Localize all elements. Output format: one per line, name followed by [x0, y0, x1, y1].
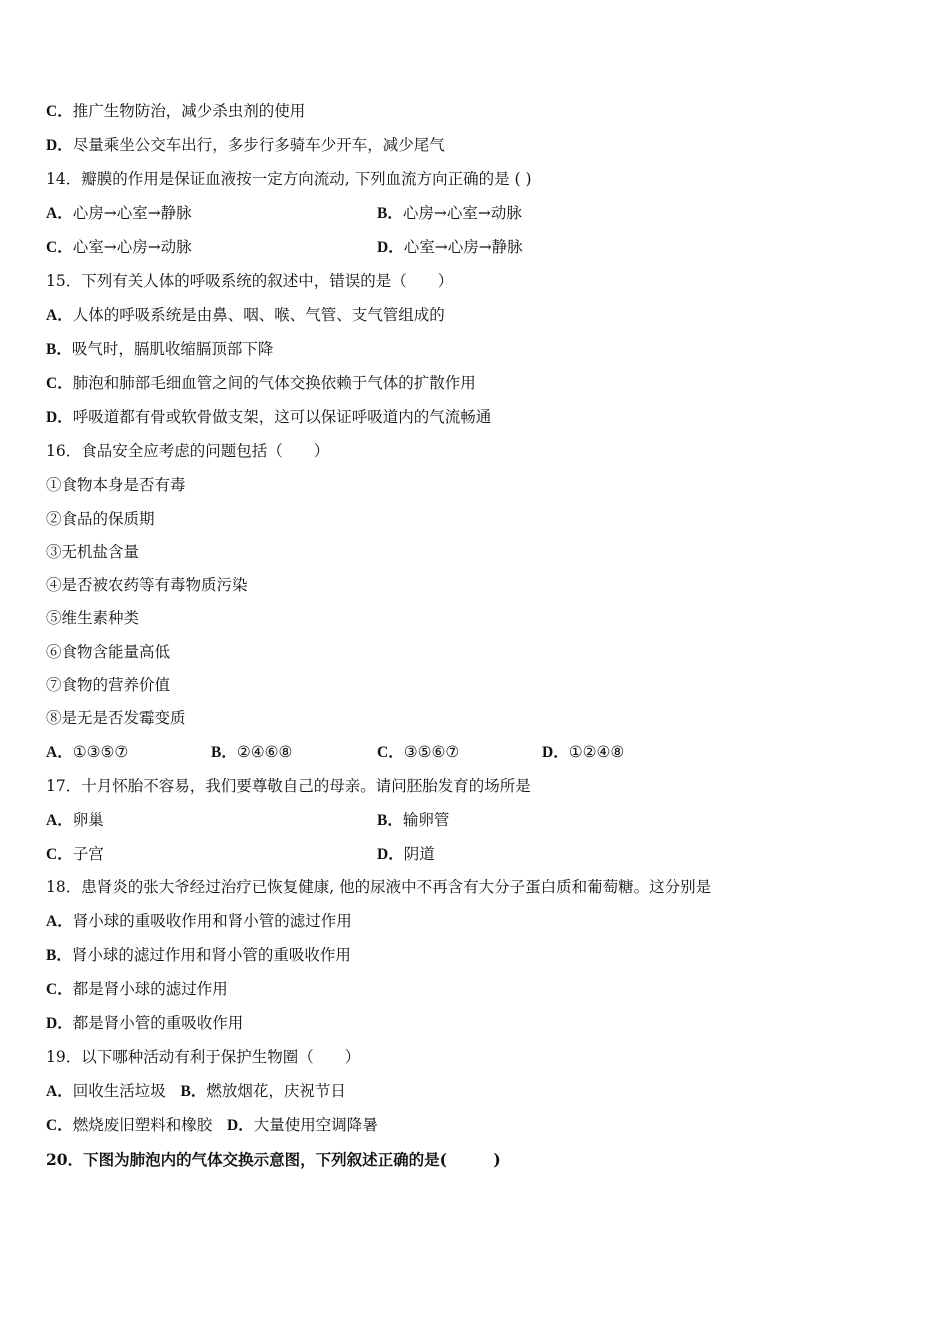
q16-option-c-label: C．: [377, 744, 404, 761]
q14-option-b: [377, 203, 522, 224]
q17-option-b-text: 输卵管: [402, 811, 450, 829]
q19-options-row-1: [46, 1081, 346, 1102]
q16-option-c-text: ③⑤⑥⑦: [403, 743, 460, 761]
q19-option-c-text: 燃烧废旧塑料和橡胶: [72, 1116, 213, 1134]
q19-option-a-text: 回收生活垃圾: [72, 1082, 166, 1100]
q20-stem: 20．下图为肺泡内的气体交换示意图，下列叙述正确的是( ): [46, 1150, 501, 1169]
q17-option-a-text: 卵巢: [72, 811, 104, 829]
q16-option-a-text: ①③⑤⑦: [72, 743, 129, 761]
q19-option-c-label: C．: [46, 1117, 73, 1134]
q17-options-row-1: [46, 810, 450, 831]
q14-option-b-text: 心房→心室→动脉: [402, 204, 522, 222]
q14-option-d: [377, 237, 523, 258]
q13-option-c: [46, 101, 305, 122]
q18-option-b-text: 肾小球的滤过作用和肾小管的重吸收作用: [71, 946, 351, 964]
q16-option-d-text: ①②④⑧: [568, 743, 625, 761]
q18-option-d-label: D．: [46, 1015, 73, 1032]
q19-option-b: [181, 1082, 346, 1100]
q18-option-c-label: C．: [46, 981, 73, 998]
q16-item-2: ②食品的保质期: [46, 510, 155, 528]
q15-option-c: [46, 373, 476, 394]
q17-options-row-2: [46, 844, 435, 865]
q17-option-c-label: C．: [46, 846, 73, 863]
q14-option-a: [46, 204, 192, 222]
q17-option-d-text: 阴道: [403, 845, 435, 863]
q13-option-d-text: 尽量乘坐公交车出行，多步行多骑车少开车，减少尾气: [72, 136, 445, 154]
q19-option-d-label: D．: [227, 1117, 254, 1134]
q14-option-a-text: 心房→心室→静脉: [72, 204, 192, 222]
q19-option-c: [46, 1116, 212, 1134]
q13-option-c-label: C．: [46, 103, 73, 120]
q16-stem: 16．食品安全应考虑的问题包括（ ）: [46, 442, 330, 460]
q18-option-b-label: B．: [46, 947, 72, 964]
q18-option-c-text: 都是肾小球的滤过作用: [72, 980, 228, 998]
q16-option-b-text: ②④⑥⑧: [236, 743, 293, 761]
q15-option-b-text: 吸气时，膈肌收缩膈顶部下降: [71, 340, 274, 358]
q16-item-5: ⑤维生素种类: [46, 609, 140, 627]
q16-option-a-label: A．: [46, 744, 73, 761]
q14-options-row-2: [46, 237, 523, 258]
q17-option-b: [377, 810, 449, 831]
q16-option-b-label: B．: [211, 744, 237, 761]
q17-option-b-label: B．: [377, 812, 403, 829]
q19-option-b-text: 燃放烟花，庆祝节日: [206, 1082, 346, 1100]
q17-stem: 17．十月怀胎不容易，我们要尊敬自己的母亲。请问胚胎发育的场所是: [46, 777, 531, 795]
q14-option-d-text: 心室→心房→静脉: [403, 238, 523, 256]
q19-stem: 19．以下哪种活动有利于保护生物圈（ ）: [46, 1048, 361, 1066]
q16-item-7: ⑦食物的营养价值: [46, 676, 171, 694]
q15-option-d-text: 呼吸道都有骨或软骨做支架，这可以保证呼吸道内的气流畅通: [72, 408, 492, 426]
q19-options-row-2: [46, 1115, 378, 1136]
q18-option-b: [46, 945, 351, 966]
q16-option-b: [211, 742, 292, 763]
q15-option-a-text: 人体的呼吸系统是由鼻、咽、喉、气管、支气管组成的: [72, 306, 445, 324]
q18-option-d: [46, 1013, 243, 1034]
q15-option-d: [46, 407, 491, 428]
q18-option-a-label: A．: [46, 913, 73, 930]
q13-option-d: [46, 135, 445, 156]
q16-option-c: [377, 742, 459, 763]
q15-stem: 15．下列有关人体的呼吸系统的叙述中，错误的是（ ）: [46, 272, 454, 290]
q17-option-d: [377, 844, 435, 865]
q16-option-d-label: D．: [542, 744, 569, 761]
q18-option-d-text: 都是肾小管的重吸收作用: [72, 1014, 244, 1032]
q19-option-d-text: 大量使用空调降暑: [253, 1116, 378, 1134]
q19-option-a: [46, 1082, 166, 1100]
q17-option-c: [46, 845, 104, 863]
q18-stem: 18．患肾炎的张大爷经过治疗已恢复健康, 他的尿液中不再含有大分子蛋白质和葡萄糖。这分别是: [46, 878, 712, 896]
q14-option-c-label: C．: [46, 239, 73, 256]
q14-option-c: [46, 238, 192, 256]
q14-stem: 14．瓣膜的作用是保证血液按一定方向流动, 下列血流方向正确的是 ( ): [46, 170, 532, 188]
q18-option-a-text: 肾小球的重吸收作用和肾小管的滤过作用: [72, 912, 352, 930]
q17-option-a: [46, 811, 104, 829]
q15-option-a-label: A．: [46, 307, 73, 324]
q16-option-a: [46, 742, 128, 763]
q14-options-row-1: [46, 203, 522, 224]
q16-option-d: [542, 742, 624, 763]
q14-option-d-label: D．: [377, 239, 404, 256]
q16-item-8: ⑧是无是否发霉变质: [46, 709, 186, 727]
q17-option-d-label: D．: [377, 846, 404, 863]
q15-option-b: [46, 339, 273, 360]
q16-item-3: ③无机盐含量: [46, 543, 140, 561]
q15-option-c-text: 肺泡和肺部毛细血管之间的气体交换依赖于气体的扩散作用: [72, 374, 476, 392]
q15-option-b-label: B．: [46, 341, 72, 358]
q19-option-d: [227, 1116, 378, 1134]
q17-option-a-label: A．: [46, 812, 73, 829]
q15-option-c-label: C．: [46, 375, 73, 392]
q14-option-c-text: 心室→心房→动脉: [72, 238, 192, 256]
q18-option-c: [46, 979, 228, 1000]
q16-options-row: [46, 742, 666, 762]
q17-option-c-text: 子宫: [72, 845, 104, 863]
q15-option-d-label: D．: [46, 409, 73, 426]
q19-option-b-label: B．: [180, 1083, 207, 1100]
q14-option-b-label: B．: [377, 205, 403, 222]
q13-option-c-text: 推广生物防治，减少杀虫剂的使用: [72, 102, 306, 120]
q13-option-d-label: D．: [46, 137, 73, 154]
q16-item-6: ⑥食物含能量高低: [46, 643, 171, 661]
q15-option-a: [46, 305, 445, 326]
q16-item-1: ①食物本身是否有毒: [46, 476, 186, 494]
q14-option-a-label: A．: [46, 205, 73, 222]
q19-option-a-label: A．: [46, 1083, 73, 1100]
q18-option-a: [46, 911, 352, 932]
q16-item-4: ④是否被农药等有毒物质污染: [46, 576, 248, 594]
